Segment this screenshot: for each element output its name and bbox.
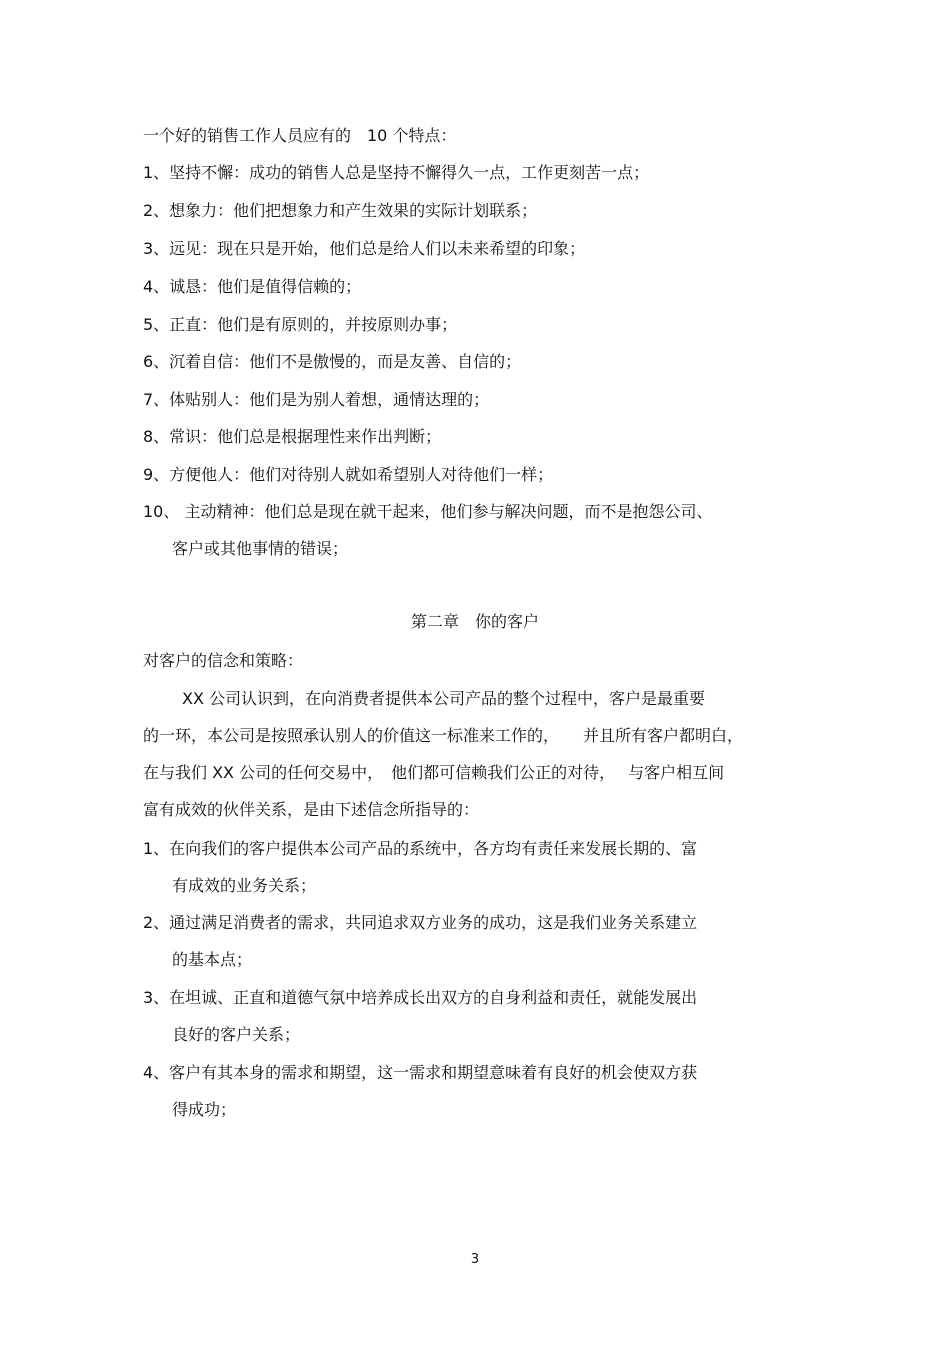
paragraph-line: 的一环，本公司是按照承认别人的价值这一标准来工作的， 并且所有客户都明白，: [143, 726, 744, 745]
list-item: 1、坚持不懈：成功的销售人总是坚持不懈得久一点，工作更刻苦一点；: [143, 163, 650, 182]
list-item: 8、常识：他们总是根据理性来作出判断；: [143, 427, 442, 446]
paragraph-line: 在与我们 XX 公司的任何交易中， 他们都可信赖我们公正的对待， 与客户相互间: [143, 763, 725, 782]
list-item-continuation: 客户或其他事情的错误；: [172, 539, 349, 558]
list-item: 2、想象力：他们把想象力和产生效果的实际计划联系；: [143, 201, 538, 220]
paragraph-line: 富有成效的伙伴关系，是由下述信念所指导的：: [143, 800, 480, 819]
list-item: 6、沉着自信：他们不是傲慢的，而是友善、自信的；: [143, 352, 522, 371]
list-item: 10、 主动精神：他们总是现在就干起来，他们参与解决问题，而不是抱怨公司、: [143, 502, 713, 521]
list-item: 1、在向我们的客户提供本公司产品的系统中，各方均有责任来发展长期的、富: [143, 839, 698, 858]
list-item: 7、体贴别人：他们是为别人着想，通情达理的；: [143, 390, 490, 409]
list-item: 4、诚恳：他们是值得信赖的；: [143, 277, 362, 296]
list-item: 4、客户有其本身的需求和期望，这一需求和期望意味着有良好的机会使双方获: [143, 1063, 698, 1082]
list-item-continuation: 的基本点；: [172, 950, 253, 969]
list-item: 2、通过满足消费者的需求，共同追求双方业务的成功，这是我们业务关系建立: [143, 913, 698, 932]
list-item: 5、正直：他们是有原则的，并按原则办事；: [143, 315, 458, 334]
list-item-continuation: 良好的客户关系；: [172, 1025, 301, 1044]
section-heading: 一个好的销售工作人员应有的 10 个特点：: [143, 126, 457, 145]
list-item-continuation: 有成效的业务关系；: [172, 876, 317, 895]
chapter-subheading: 对客户的信念和策略：: [143, 651, 304, 670]
page-number: 3: [470, 1252, 480, 1267]
list-item: 3、在坦诚、正直和道德气氛中培养成长出双方的自身利益和责任，就能发展出: [143, 988, 698, 1007]
list-item: 3、远见：现在只是开始，他们总是给人们以未来希望的印象；: [143, 239, 586, 258]
list-item-continuation: 得成功；: [172, 1100, 237, 1119]
chapter-title: 第二章 你的客户: [410, 612, 539, 631]
list-item: 9、方便他人：他们对待别人就如希望别人对待他们一样；: [143, 465, 554, 484]
paragraph-line: XX 公司认识到，在向消费者提供本公司产品的整个过程中，客户是最重要: [182, 689, 706, 708]
